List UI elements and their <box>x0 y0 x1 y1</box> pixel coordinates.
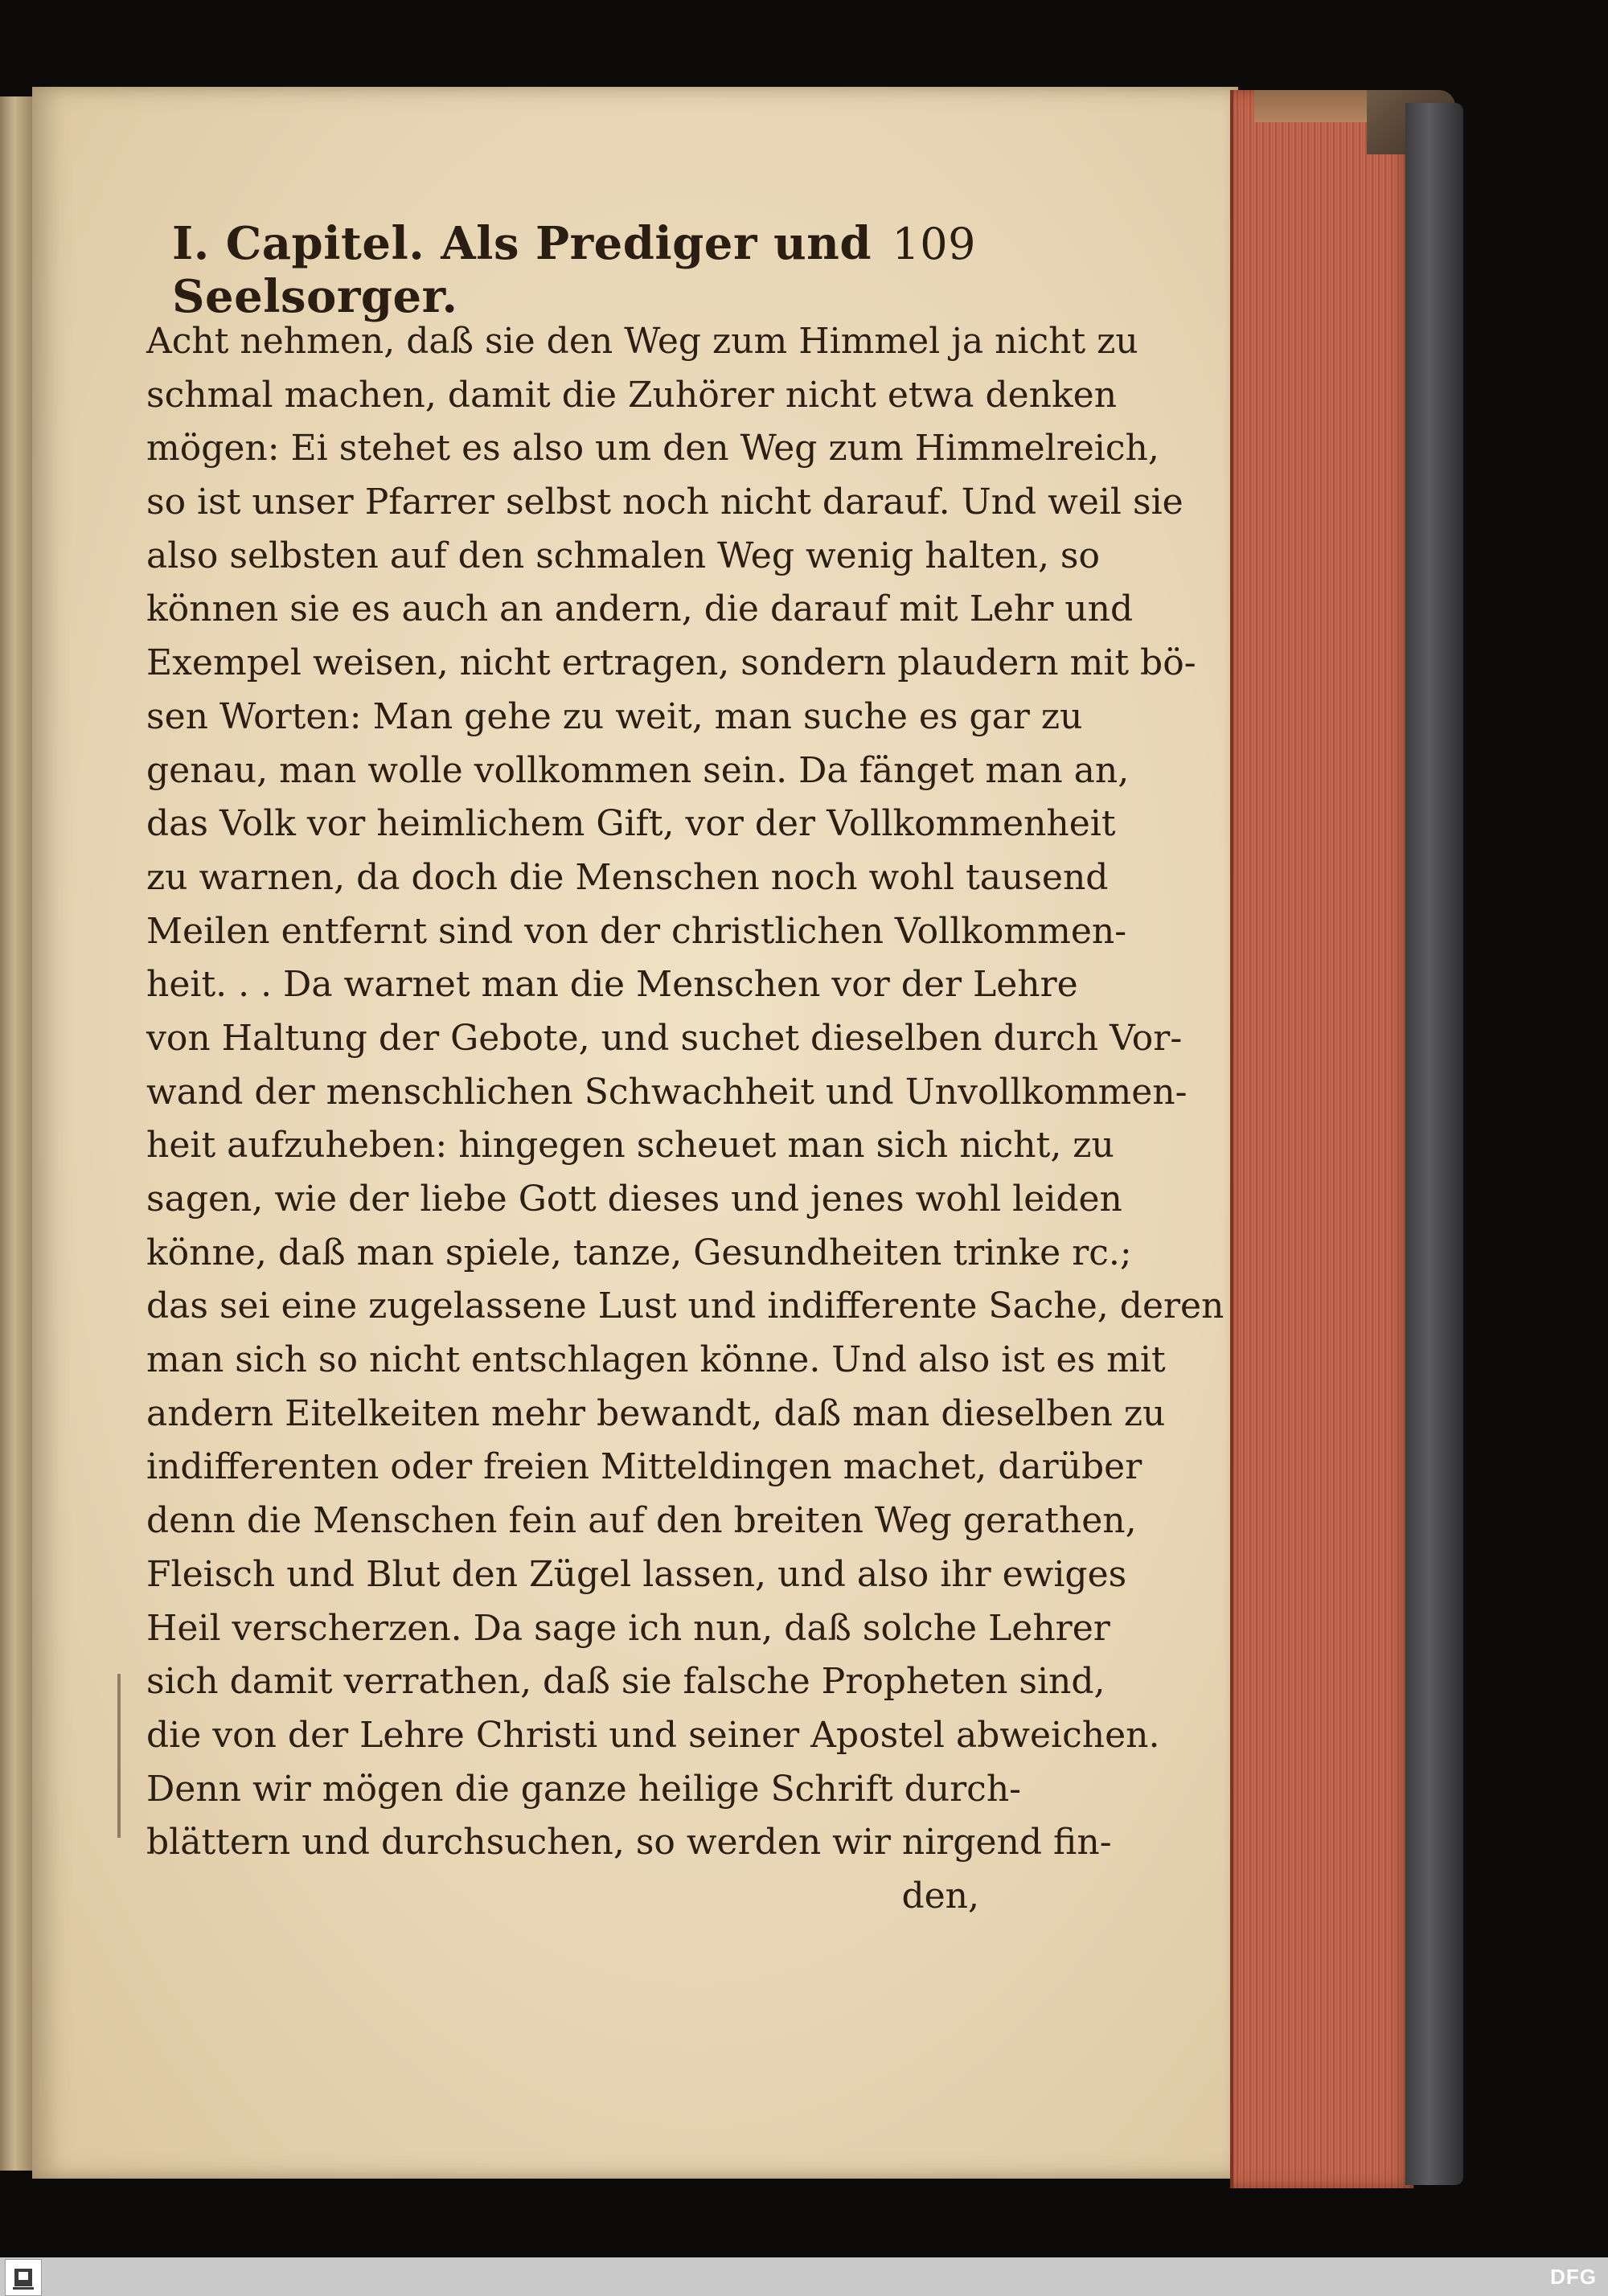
text-line: die von der Lehre Christi und seiner Apostel abweichen. <box>146 1714 1160 1756</box>
text-line: sagen, wie der liebe Gott dieses und jenes wohl leiden <box>146 1179 1122 1220</box>
library-seal-icon <box>5 2259 42 2296</box>
running-header <box>172 217 976 323</box>
text-line: könne, daß man spiele, tanze, Gesundheiten trinke rc.; <box>146 1232 1132 1273</box>
text-line: Exempel weisen, nicht ertragen, sondern plaudern mit bö- <box>146 642 1196 684</box>
text-line: so ist unser Pfarrer selbst noch nicht darauf. Und weil sie <box>146 482 1183 523</box>
viewer-footer <box>0 2257 1608 2296</box>
text-line: Fleisch und Blut den Zügel lassen, und also ihr ewiges <box>146 1553 1127 1595</box>
text-line: Heil verscherzen. Da sage ich nun, daß solche Lehrer <box>146 1607 1110 1649</box>
text-line: wand der menschlichen Schwachheit und Unvollkommen- <box>146 1071 1188 1113</box>
text-line: heit aufzuheben: hingegen scheuet man sich nicht, zu <box>146 1125 1114 1166</box>
text-line: denn die Menschen fein auf den breiten Weg gerathen, <box>146 1500 1137 1542</box>
text-line: sen Worten: Man gehe zu weit, man suche es gar zu <box>146 695 1083 737</box>
text-line: können sie es auch an andern, die darauf mit Lehr und <box>146 588 1134 630</box>
body-text <box>146 315 1224 1924</box>
text-line: das Volk vor heimlichem Gift, vor der Vollkommenheit <box>146 803 1116 845</box>
text-line: Meilen entfernt sind von der christlichen Vollkommen- <box>146 910 1127 952</box>
text-line: indifferenten oder freien Mitteldingen machet, darüber <box>146 1446 1142 1488</box>
text-line: heit. . . Da warnet man die Menschen vor der Lehre <box>146 964 1078 1006</box>
text-line: Acht nehmen, daß sie den Weg zum Himmel ja nicht zu <box>146 321 1138 362</box>
page-edges <box>1230 90 1413 2188</box>
text-line: sich damit verrathen, daß sie falsche Propheten sind, <box>146 1661 1106 1703</box>
text-line: mögen: Ei stehet es also um den Weg zum Himmelreich, <box>146 428 1159 469</box>
text-line: genau, man wolle vollkommen sein. Da fänget man an, <box>146 749 1130 791</box>
running-head: I. Capitel. Als Prediger und Seelsorger. <box>172 217 872 323</box>
text-line: das sei eine zugelassene Lust und indifferente Sache, deren <box>146 1285 1224 1327</box>
dfg-label: DFG <box>1550 2265 1597 2289</box>
text-line: schmal machen, damit die Zuhörer nicht etwa denken <box>146 374 1118 416</box>
book-cover <box>1405 103 1463 2185</box>
text-line: andern Eitelkeiten mehr bewandt, daß man dieselben zu <box>146 1392 1166 1434</box>
catchword-line: den, <box>901 1875 979 1917</box>
pencil-margin-mark <box>117 1674 121 1838</box>
text-line: Denn wir mögen die ganze heilige Schrift durch- <box>146 1768 1022 1810</box>
text-line: also selbsten auf den schmalen Weg wenig halten, so <box>146 535 1101 576</box>
text-line: blättern und durchsuchen, so werden wir nirgend fin- <box>146 1822 1112 1863</box>
page-number: 109 <box>892 219 976 269</box>
text-line: zu warnen, da doch die Menschen noch wohl tausend <box>146 856 1109 898</box>
text-line: man sich so nicht entschlagen könne. Und also ist es mit <box>146 1339 1166 1381</box>
left-page-edge <box>0 96 34 2171</box>
text-line: von Haltung der Gebote, und suchet dieselben durch Vor- <box>146 1017 1183 1059</box>
